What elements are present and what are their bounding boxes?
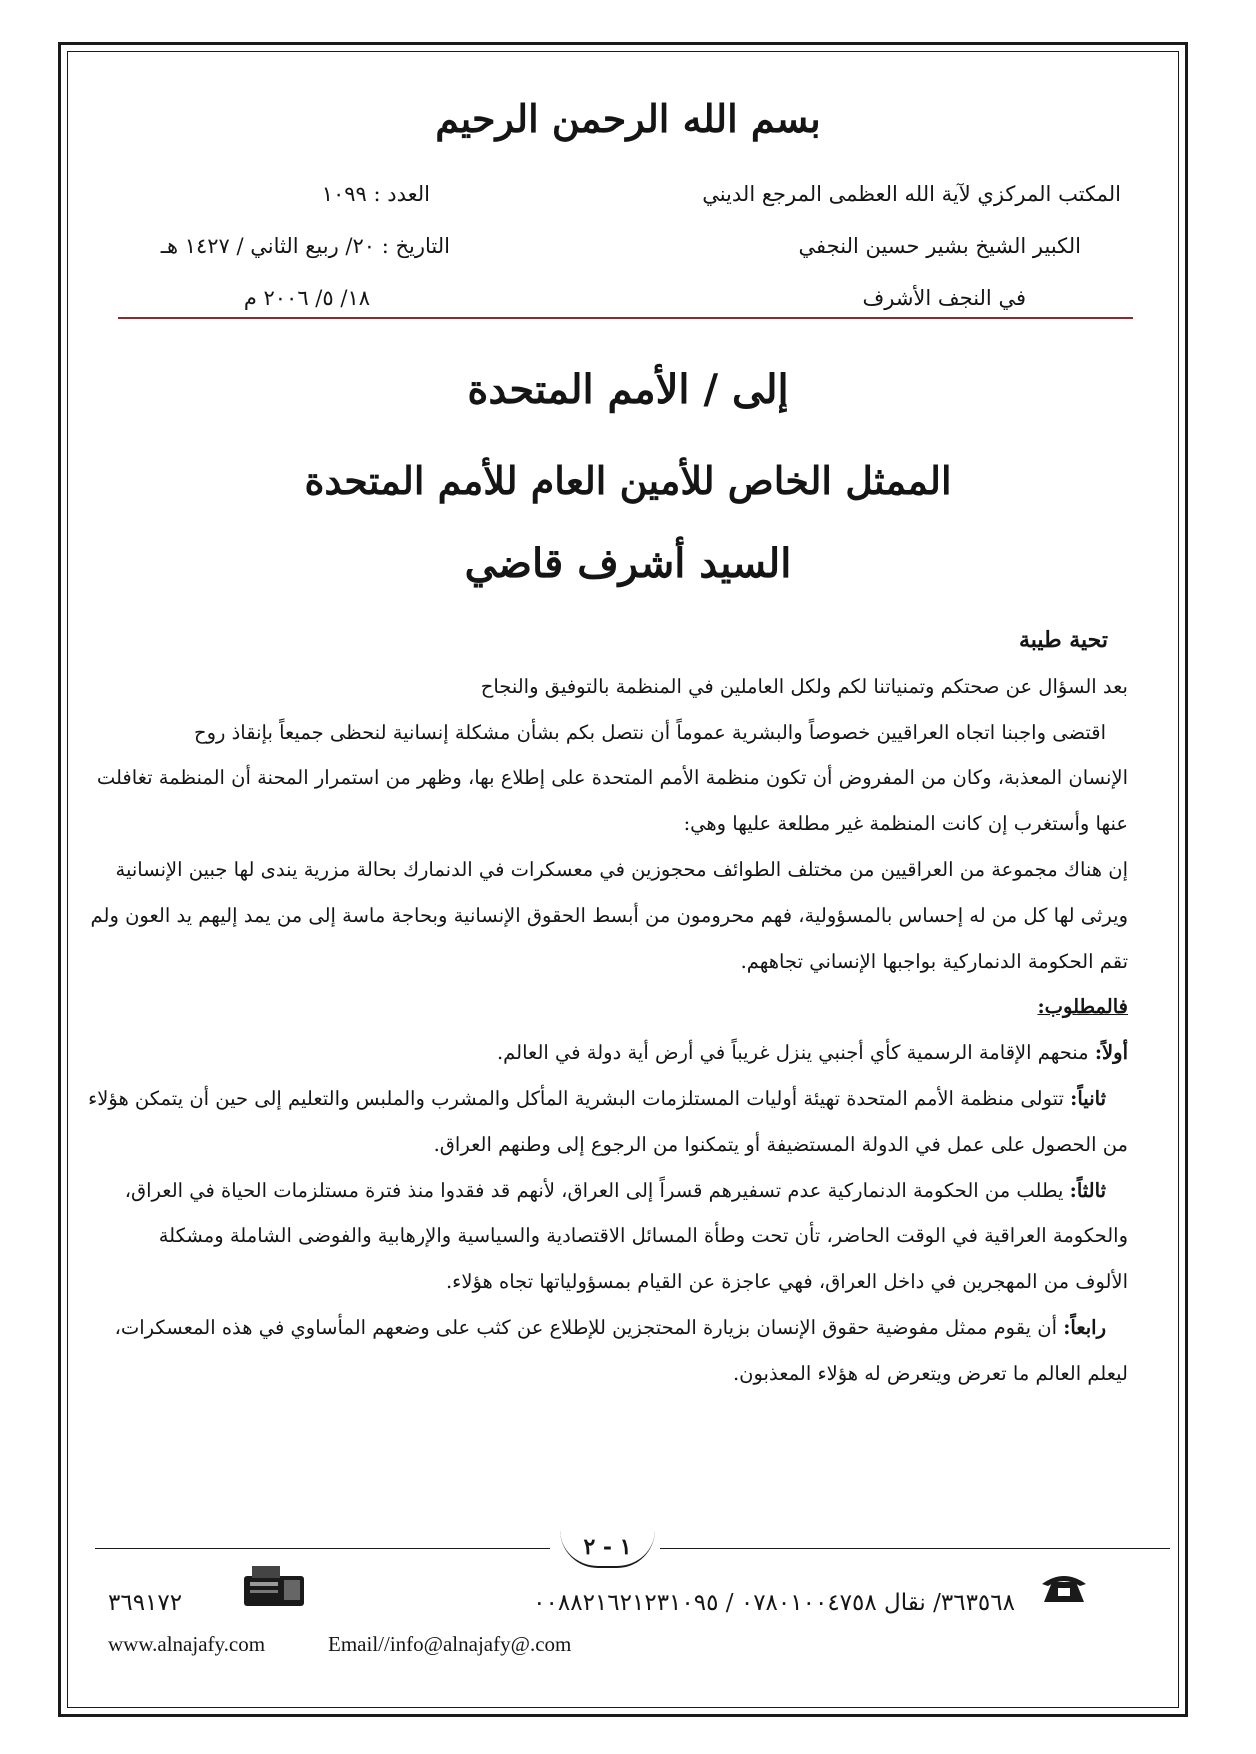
footer-divider-left (95, 1548, 550, 1549)
body-line: الألوف من المهجرين في داخل العراق، فهي عاجزة عن القيام بمسؤولياتها تجاه هؤلاء. (445, 1270, 1128, 1294)
date-gregorian: ١٨/ ٥/ ٢٠٠٦ م (243, 286, 370, 310)
page-number: ١ - ٢ (560, 1530, 655, 1568)
letter-body (88, 618, 1128, 1397)
body-line: ليعلم العالم ما تعرض ويتعرض له هؤلاء المعذبون. (732, 1361, 1128, 1385)
office-line-1: المكتب المركزي لآية الله العظمى المرجع الديني (702, 182, 1121, 206)
reference-number: العدد : ١٠٩٩ (321, 182, 430, 206)
body-line: من الحصول على عمل في الدولة المستضيفة أو يتمكنوا من الرجوع إلى وطنهم العراق. (433, 1132, 1128, 1156)
office-letterhead (681, 168, 1121, 324)
fax-machine-icon (242, 1562, 306, 1612)
body-line: بعد السؤال عن صحتكم وتمنياتنا لكم ولكل العاملين في المنظمة بالتوفيق والنجاح (480, 674, 1128, 698)
body-line: والحكومة العراقية في الوقت الحاضر، تأن تحت وطأة المسائل الاقتصادية والسياسية والإرهابية والفوضى الشاملة ومشكلة (158, 1224, 1128, 1248)
fax-number: ٣٦٩١٧٢ (108, 1590, 183, 1616)
date-hijri: التاريخ : ٢٠/ ربيع الثاني / ١٤٢٧ هـ (160, 234, 450, 258)
item-label: أولاً: (1094, 1041, 1128, 1065)
addressee-organization: إلى / الأمم المتحدة (467, 366, 789, 413)
item-text: تتولى منظمة الأمم المتحدة تهيئة أوليات المستلزمات البشرية المأكل والمشرب والملبس والتعليم إلى حين أن يتمكن هؤلاء (88, 1086, 1064, 1110)
body-line: الإنسان المعذبة، وكان من المفروض أن تكون منظمة الأمم المتحدة على إطلاع بها، وظهر من استمرار المحنة أن المنظمة تغافلت (96, 766, 1128, 790)
office-line-2: الكبير الشيخ بشير حسين النجفي (798, 234, 1081, 258)
email-address[interactable]: Email//info@alnajafy@.com (328, 1632, 572, 1656)
header-divider (118, 317, 1133, 319)
request-item-3 (110, 1168, 1128, 1214)
telephone-icon (1040, 1572, 1088, 1610)
requested-heading: فالمطلوب: (1037, 995, 1128, 1019)
addressee-name: السيد أشرف قاضي (464, 540, 792, 587)
request-item-4 (110, 1305, 1128, 1351)
greeting: تحية طيبة (1019, 627, 1108, 653)
item-text: يطلب من الحكومة الدنماركية عدم تسفيرهم قسراً إلى العراق، لأنهم قد فقدوا منذ فترة مستلزمات الحياة في العراق، (124, 1178, 1064, 1202)
item-label: ثالثاً: (1069, 1178, 1106, 1202)
website-link[interactable]: www.alnajafy.com (108, 1632, 266, 1656)
body-line: تقم الحكومة الدنماركية بواجبها الإنساني تجاههم. (740, 949, 1128, 973)
basmala-heading: بسم الله الرحمن الرحيم (435, 96, 821, 141)
item-label: رابعاً: (1063, 1315, 1106, 1339)
item-text: أن يقوم ممثل مفوضية حقوق الإنسان بزيارة المحتجزين للإطلاع عن كثب على وضعهم المأساوي في هذه المعسكرات، (114, 1315, 1057, 1339)
body-line: اقتضى واجبنا اتجاه العراقيين خصوصاً والبشرية عموماً أن نتصل بكم بشأن مشكلة إنسانية لنحظى جميعاً بإنقاذ روح (193, 720, 1106, 744)
item-text: منحهم الإقامة الرسمية كأي أجنبي ينزل غريباً في أرض أية دولة في العالم. (496, 1041, 1089, 1065)
item-label: ثانياً: (1070, 1086, 1106, 1110)
reference-block (150, 168, 450, 324)
request-item-2 (88, 1076, 1128, 1122)
footer-divider-right (660, 1548, 1170, 1549)
addressee-title: الممثل الخاص للأمين العام للأمم المتحدة (304, 458, 952, 503)
body-line: ويرثى لها كل من له إحساس بالمسؤولية، فهم محرومون من أبسط الحقوق الإنسانية وبحاجة ماسة إلى من يمد إليهم يد العون ولم (90, 903, 1128, 927)
request-item-1 (110, 1030, 1128, 1076)
body-line: عنها وأستغرب إن كانت المنظمة غير مطلعة عليها وهي: (683, 812, 1128, 836)
body-line: إن هناك مجموعة من العراقيين من مختلف الطوائف محجوزين في معسكرات في الدنمارك بحالة مزرية يندى لها جبين الإنسانية (115, 857, 1128, 881)
phone-mobile-numbers: ٣٦٣٥٦٨/ نقال ٠٧٨٠١٠٠٤٧٥٨ / ٠٠٨٨٢١٦٢١٢٣١٠٩٥ (533, 1590, 1015, 1616)
office-line-3: في النجف الأشرف (862, 286, 1026, 310)
